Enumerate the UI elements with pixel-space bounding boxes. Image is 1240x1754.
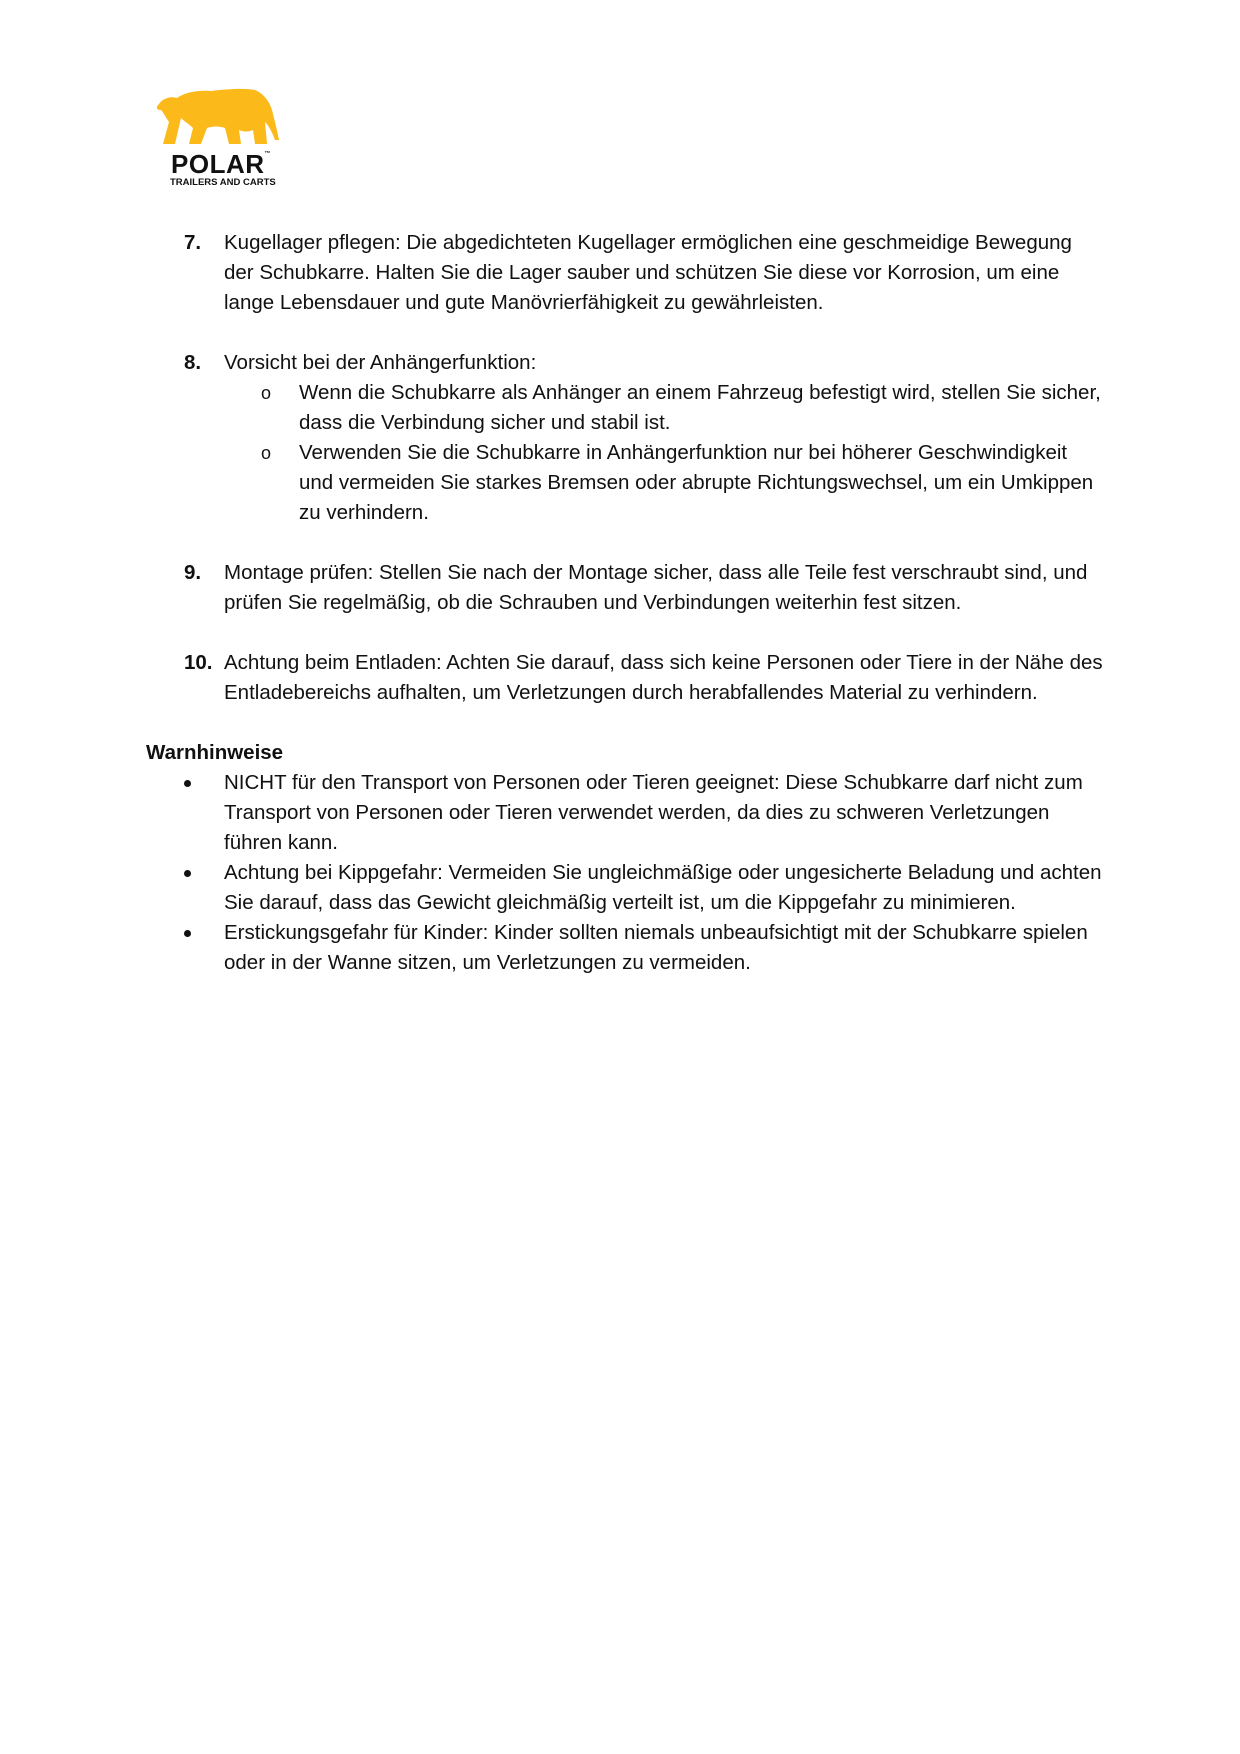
bullet-icon — [184, 930, 191, 937]
sub-list-item — [224, 438, 1106, 528]
item-text: Montage prüfen: Stellen Sie nach der Montage sicher, dass alle Teile fest verschraubt sind, und prüfen Sie regelmäßig, ob die Schrauben und Verbindungen weiterhin fest sitzen. — [224, 561, 1088, 614]
polar-bear-icon — [155, 88, 280, 150]
warning-text: NICHT für den Transport von Personen oder Tieren geeignet: Diese Schubkarre darf nicht zum Transport von Personen oder Tieren verwendet werden, da dies zu schweren Verletzungen führen kann. — [224, 771, 1083, 854]
item-text: Kugellager pflegen: Die abgedichteten Kugellager ermöglichen eine geschmeidige Bewegung der Schubkarre. Halten Sie die Lager sauber und schützen Sie diese vor Korrosion, um eine lange Lebensdauer und gute Manövrierfähigkeit zu gewährleisten. — [224, 231, 1072, 314]
numbered-item — [146, 648, 1106, 708]
numbered-item — [146, 228, 1106, 318]
item-text: Achtung beim Entladen: Achten Sie darauf, dass sich keine Personen oder Tiere in der Nähe des Entladebereichs aufhalten, um Verletzungen durch herabfallendes Material zu verhindern. — [224, 651, 1103, 704]
bullet-icon — [184, 870, 191, 877]
sub-item-text: Wenn die Schubkarre als Anhänger an einem Fahrzeug befestigt wird, stellen Sie sicher, dass die Verbindung sicher und stabil ist. — [299, 381, 1101, 434]
warning-item — [146, 918, 1106, 978]
warnings-heading: Warnhinweise — [146, 741, 284, 764]
circle-bullet-icon: o — [261, 443, 272, 463]
item-text: Vorsicht bei der Anhängerfunktion: — [224, 351, 537, 374]
numbered-item — [146, 348, 1106, 528]
sub-list — [224, 378, 1106, 528]
polar-logo — [155, 88, 295, 188]
sub-list-item — [224, 378, 1106, 438]
item-number: 7. — [184, 231, 202, 254]
logo-tagline: TRAILERS AND CARTS — [170, 177, 276, 188]
warning-item — [146, 858, 1106, 918]
item-number: 8. — [184, 351, 202, 374]
sub-item-text: Verwenden Sie die Schubkarre in Anhängerfunktion nur bei höherer Geschwindigkeit und vermeiden Sie starkes Bremsen oder abrupte Richtungswechsel, um ein Umkippen zu verhindern. — [299, 441, 1094, 524]
item-number: 9. — [184, 561, 202, 584]
item-number: 10. — [184, 651, 213, 674]
numbered-item — [146, 558, 1106, 618]
document-body — [146, 228, 1106, 978]
warning-item — [146, 768, 1106, 858]
warning-text: Erstickungsgefahr für Kinder: Kinder sollten niemals unbeaufsichtigt mit der Schubkarre spielen oder in der Wanne sitzen, um Verletzungen zu vermeiden. — [224, 921, 1088, 974]
bullet-icon — [184, 780, 191, 787]
circle-bullet-icon: o — [261, 383, 272, 403]
logo-wordmark: POLAR™ — [171, 149, 271, 179]
warning-text: Achtung bei Kippgefahr: Vermeiden Sie ungleichmäßige oder ungesicherte Beladung und achten Sie darauf, dass das Gewicht gleichmäßig verteilt ist, um die Kippgefahr zu minimieren. — [224, 861, 1102, 914]
